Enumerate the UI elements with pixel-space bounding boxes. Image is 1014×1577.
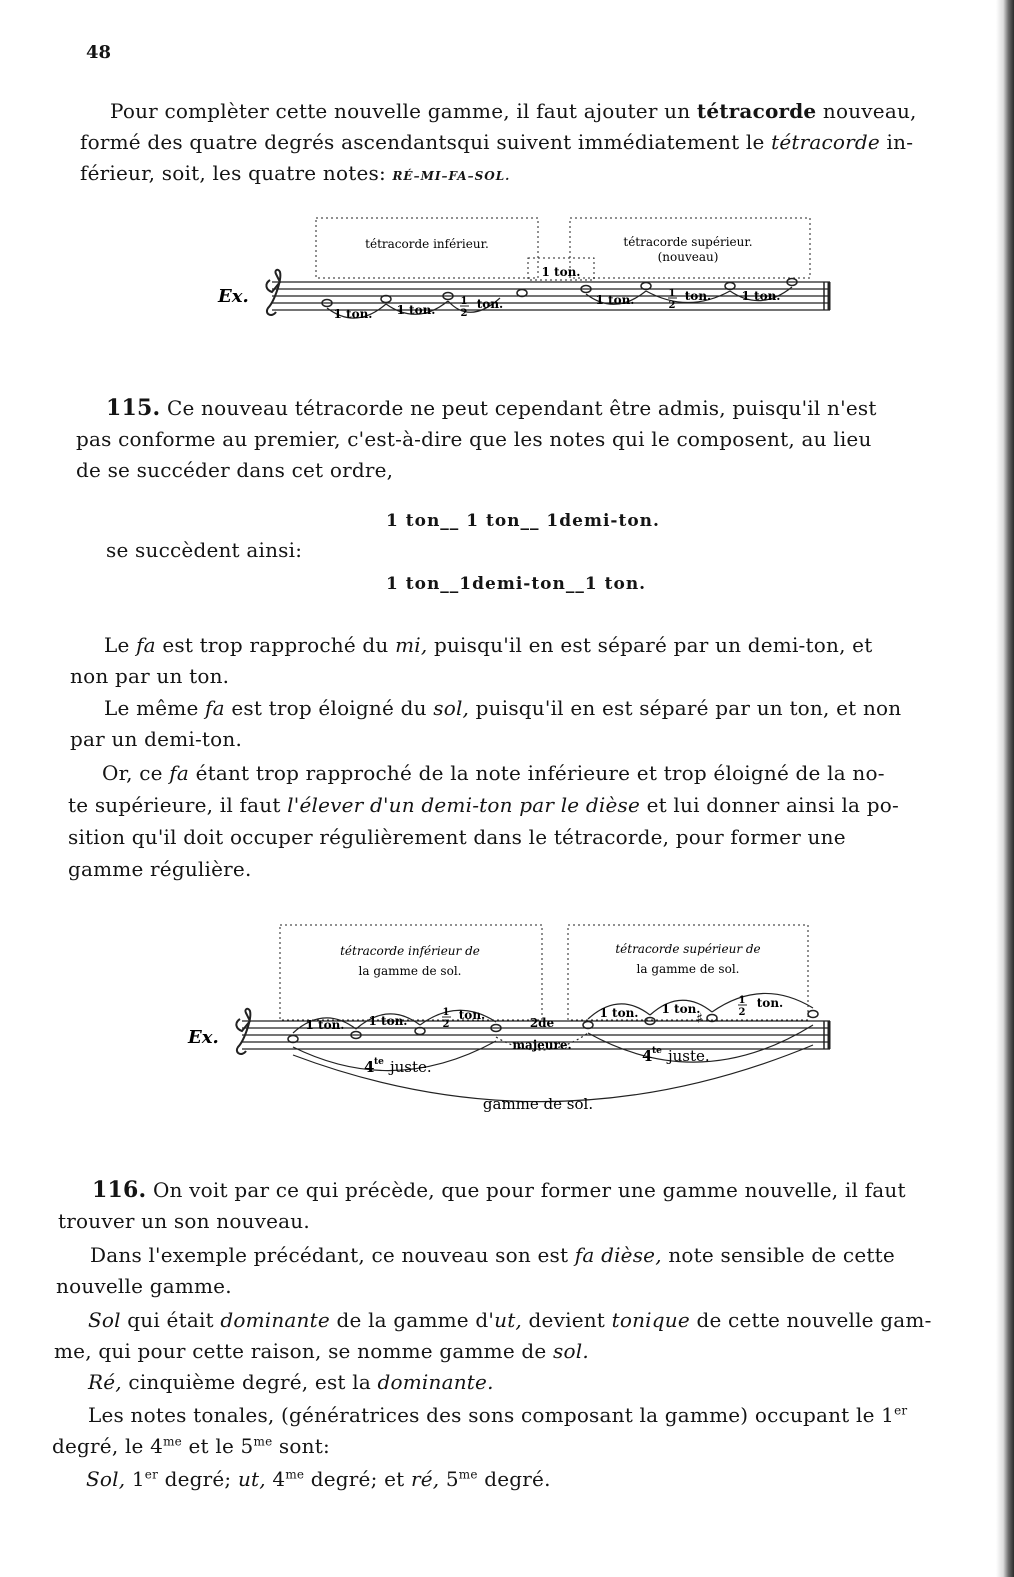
fa-text: Le: [104, 633, 137, 657]
p116-italic: fa dièse,: [574, 1243, 662, 1267]
intro-text: Pour complèter cette nouvelle gamme, il faut ajouter un: [110, 99, 697, 123]
p116-italic: ut,: [494, 1308, 522, 1332]
p116-text: degré.: [477, 1467, 551, 1491]
ex2-fourth-right-number: 4: [642, 1047, 653, 1065]
intro-text: in-: [879, 130, 914, 154]
p115-number: 115.: [106, 395, 161, 421]
p116-number: 116.: [92, 1177, 147, 1203]
fa-text: et lui donner ainsi la po-: [640, 793, 899, 817]
ex2-label: Ex.: [188, 1027, 219, 1048]
p116-italic: sol.: [553, 1339, 589, 1363]
ex2-upper-label-2: la gamme de sol.: [636, 962, 740, 976]
p116-text: degré; et: [304, 1467, 411, 1491]
ex2-fourth-left-word: juste.: [390, 1058, 432, 1076]
p116-line-4: nouvelle gamme.: [56, 1274, 232, 1298]
p116-superscript: me: [458, 1467, 478, 1482]
fa-text: puisqu'il en est séparé par un demi-ton, et: [427, 633, 873, 657]
example-2-staff: [180, 915, 840, 1130]
ex2-step-5: 1 ton.: [661, 1002, 701, 1016]
p116-superscript: me: [285, 1467, 305, 1482]
p116-line-3: [90, 1240, 895, 1271]
ex2-step-4: 1 ton.: [599, 1006, 639, 1020]
fa-text: puisqu'il en est séparé par un ton, et non: [469, 696, 902, 720]
p116-superscript: er: [894, 1403, 908, 1418]
fa-note: sol,: [433, 696, 470, 720]
p116-text: 5: [439, 1467, 459, 1491]
page-edge-shadow: [996, 0, 1014, 1577]
ex2-sharp-icon: ♯: [696, 1011, 703, 1027]
ex1-step-5-ton: ton.: [684, 289, 712, 303]
p116-superscript: me: [253, 1434, 273, 1449]
p116-line-2: trouver un son nouveau.: [58, 1209, 310, 1233]
p115-line-1: [106, 393, 877, 424]
p115-line-4: se succèdent ainsi:: [106, 538, 303, 562]
page-number: 48: [86, 42, 112, 63]
p116-line-5: [88, 1305, 932, 1336]
ex1-step-3-num: 1: [460, 296, 468, 307]
ex2-step-6-den: 2: [738, 1007, 746, 1018]
fa-line-8: gamme régulière.: [68, 857, 252, 881]
ex1-step-3-den: 2: [460, 308, 468, 319]
ex1-step-3-ton: ton.: [476, 297, 504, 311]
p116-text: degré;: [158, 1467, 238, 1491]
ex2-step-2: 1 ton.: [368, 1014, 408, 1028]
p116-text: cinquième degré, est la: [121, 1370, 378, 1394]
ex1-upper-label-1: tétracorde supérieur.: [623, 235, 753, 249]
ex1-step-6: 1 ton.: [741, 289, 781, 303]
p116-text: me, qui pour cette raison, se nomme gamme de: [54, 1339, 554, 1363]
fa-note: fa: [169, 761, 190, 785]
ex1-middle-ton: 1 ton.: [541, 265, 581, 279]
p116-text: note sensible de cette: [661, 1243, 895, 1267]
intro-notes: RÉ–MI–FA–SOL.: [392, 169, 511, 183]
ex1-label: Ex.: [218, 286, 249, 307]
fa-line-3: [104, 693, 901, 724]
fa-text: est trop rapproché du: [155, 633, 396, 657]
ex2-lower-label-2: la gamme de sol.: [358, 964, 462, 978]
p116-text: sont:: [272, 1434, 330, 1458]
intro-text: férieur, soit, les quatre notes:: [80, 161, 393, 185]
ex2-lower-label-1: tétracorde inférieur de: [340, 944, 480, 958]
fa-italic-phrase: l'élever d'un demi-ton par le dièse: [287, 793, 641, 817]
p116-text: Dans l'exemple précédant, ce nouveau son est: [90, 1243, 575, 1267]
fa-note: fa: [136, 633, 156, 657]
ex1-step-1: 1 ton.: [333, 307, 373, 321]
p116-italic: ut,: [237, 1467, 266, 1491]
p116-line-8: [88, 1400, 907, 1431]
p116-text: de cette nouvelle gam-: [689, 1308, 932, 1332]
fa-line-2: non par un ton.: [70, 664, 230, 688]
intro-line-1: [110, 96, 917, 127]
intro-text: formé des quatre degrés ascendantsqui suivent immédiatement le: [80, 130, 772, 154]
fa-line-4: par un demi-ton.: [70, 727, 243, 751]
p116-italic: Sol,: [86, 1467, 126, 1491]
p116-line-7: [88, 1367, 494, 1398]
fa-line-6: [68, 790, 899, 821]
p116-italic: dominante.: [377, 1370, 494, 1394]
fa-line-5: [102, 758, 885, 789]
example-1-staff: [210, 210, 850, 340]
p116-text: degré, le 4: [52, 1434, 164, 1458]
p116-italic: dominante: [220, 1308, 330, 1332]
ex2-fourth-right-word: juste.: [668, 1047, 710, 1065]
p116-text: de la gamme d': [329, 1308, 495, 1332]
ex1-treble-clef-icon: [266, 270, 280, 315]
ex1-upper-label-2: (nouveau): [657, 250, 719, 264]
p116-line-6: [54, 1336, 589, 1367]
p116-text: et le 5: [181, 1434, 254, 1458]
p116-text: devient: [522, 1308, 612, 1332]
ex1-step-4: 1 ton.: [595, 293, 635, 307]
fa-line-7: sition qu'il doit occuper régulièrement dans le tétracorde, pour former une: [68, 825, 846, 849]
ex2-gamme-label: gamme de sol.: [482, 1095, 594, 1113]
ex2-upper-label-1: tétracorde supérieur de: [615, 942, 761, 956]
intro-line-2: [80, 127, 913, 158]
fa-note: fa: [205, 696, 225, 720]
fa-text: te supérieure, il faut: [68, 793, 288, 817]
fa-text: est trop éloigné du: [224, 696, 434, 720]
ex1-step-2: 1 ton.: [396, 303, 436, 317]
intro-text: nouveau,: [816, 99, 917, 123]
ex2-step-1: 1 ton.: [305, 1018, 345, 1032]
ex2-step-6-ton: ton.: [756, 996, 784, 1010]
pattern-actual: 1 ton__1demi-ton__1 ton.: [386, 574, 647, 594]
fa-text: étant trop rapproché de la note inférieure et trop éloigné de la no-: [189, 761, 885, 785]
p116-italic: ré,: [410, 1467, 440, 1491]
p115-text: Ce nouveau tétracorde ne peut cependant être admis, puisqu'il n'est: [160, 396, 877, 420]
p116-text: On voit par ce qui précède, que pour former une gamme nouvelle, il faut: [146, 1178, 906, 1202]
p116-text: Les notes tonales, (génératrices des sons composant la gamme) occupant le 1: [88, 1403, 895, 1427]
p115-line-2: pas conforme au premier, c'est-à-dire que les notes qui le composent, au lieu: [76, 427, 872, 451]
fa-text: Or, ce: [102, 761, 170, 785]
ex2-step-3-ton: ton.: [458, 1008, 486, 1022]
p116-italic: Ré,: [88, 1370, 122, 1394]
ex2-step-6-num: 1: [738, 995, 746, 1006]
ex1-lower-label: tétracorde inférieur.: [365, 237, 489, 251]
ex2-interval-bottom: majeure.: [512, 1038, 572, 1052]
p116-superscript: me: [163, 1434, 182, 1449]
p116-line-1: [92, 1175, 906, 1206]
p116-line-9: [52, 1431, 330, 1462]
ex2-fourth-left-number: 4: [364, 1058, 375, 1076]
ex1-step-5-num: 1: [668, 288, 676, 299]
ex2-fourth-right-sup: te: [652, 1046, 662, 1056]
intro-line-3: [80, 158, 510, 192]
intro-term: tétracorde: [771, 130, 880, 154]
ex2-treble-clef-icon: [236, 1009, 250, 1054]
p116-text: 4: [265, 1467, 286, 1491]
intro-term: tétracorde: [696, 99, 817, 123]
ex1-notes: [322, 279, 797, 307]
ex2-step-3-num: 1: [442, 1007, 450, 1018]
p116-text: qui était: [120, 1308, 221, 1332]
ex2-fourth-left-sup: te: [374, 1057, 384, 1067]
fa-text: Le même: [104, 696, 206, 720]
ex2-step-3-den: 2: [442, 1019, 450, 1030]
p116-superscript: er: [144, 1467, 159, 1482]
p116-italic: Sol: [88, 1308, 121, 1332]
fa-note: mi,: [395, 633, 428, 657]
fa-line-1: [104, 630, 872, 661]
ex1-step-5-den: 2: [668, 300, 676, 311]
p116-line-10: [86, 1464, 551, 1495]
p116-text: 1: [125, 1467, 145, 1491]
ex2-interval-top: 2de: [529, 1016, 555, 1030]
pattern-expected: 1 ton__ 1 ton__ 1demi-ton.: [386, 511, 660, 531]
p115-line-3: de se succéder dans cet ordre,: [76, 458, 394, 482]
p116-italic: tonique: [611, 1308, 690, 1332]
